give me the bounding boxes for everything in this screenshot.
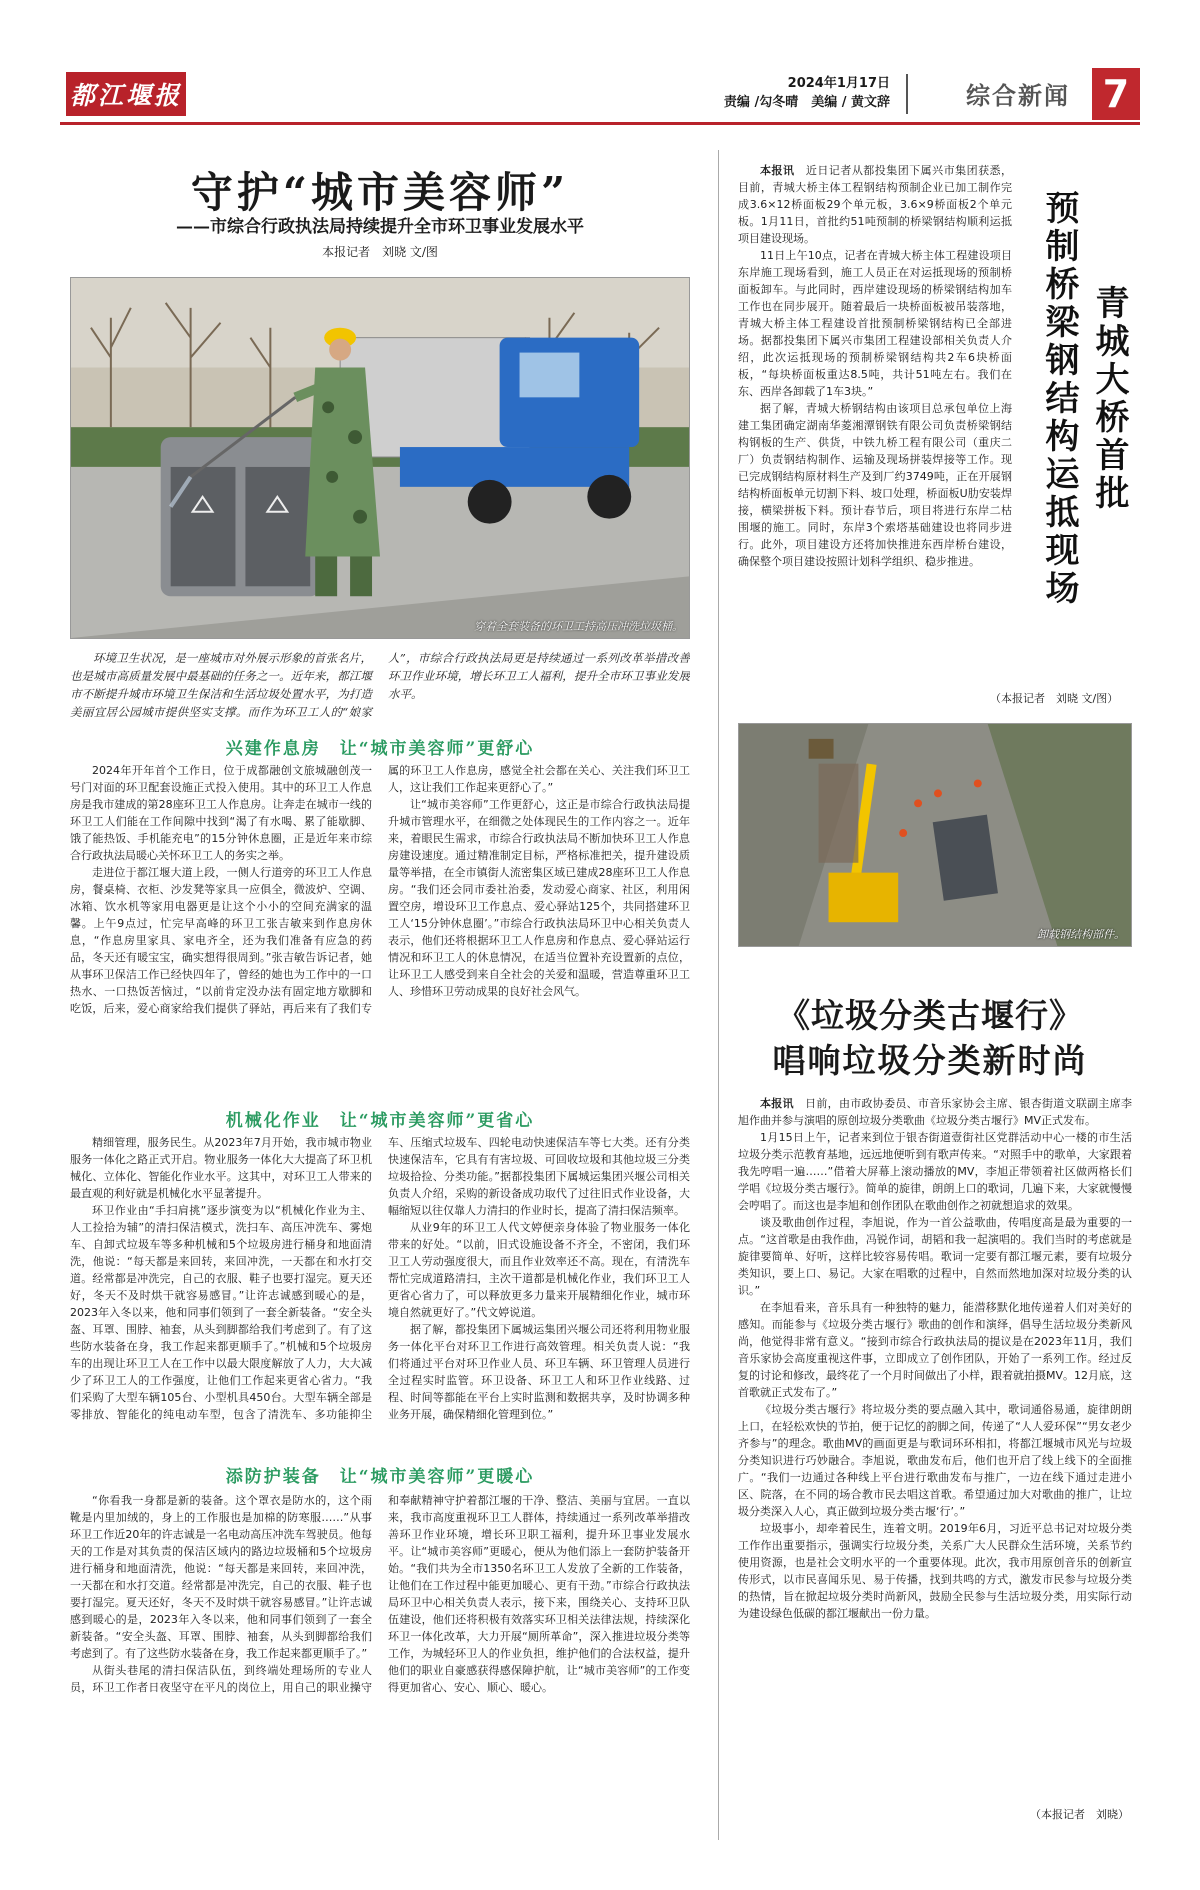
body-paragraph: 据了解，青城大桥钢结构由该项目总承包单位上海建工集团确定湖南华菱湘潭钢铁有限公司负责桥梁钢结构钢板的生产、供货，中铁九桥工程有限公司（重庆二厂）负责钢结构制作、运输及现场拼装焊接等工作。现已完成钢结构原材料生产及到厂约3749吨，正在开展钢结构桥面板单元切割下料、坡口处理，桥面板U肋安装焊接，横梁拼板下料。预计春节后，项目将进行东岸二枯围堰的施工。同时，东岸3个索塔基础建设也将同步进行。此外，项目建设方还将加快推进东西岸桥台建设，确保整个项目建设按照计划科学组织、稳步推进。 xyxy=(738,402,1012,568)
newspaper-logo: 都江堰报 xyxy=(66,72,186,116)
body-paragraph xyxy=(738,1095,1132,1129)
intro-paragraph: 环境卫生状况，是一座城市对外展示形象的首张名片，也是城市高质量发展中最基础的任务之一。近年来，都江堰市不断提升城市环境卫生保洁和生活垃圾处置水平，为打造美丽宜居公园城市提供坚实支撑。而作为环卫工人的“娘家人”，市综合行政执法局更是持续通过一系列改革举措改善环卫作业环境，增长环卫工人福利，提升全市环卫事业发展水平。 xyxy=(70,651,690,719)
section-name: 综合新闻 xyxy=(966,82,1070,110)
issue-date: 2024年1月17日 xyxy=(787,76,890,91)
bridge-article-credit: （本报记者 刘晓 文/图） xyxy=(990,692,1119,705)
body-paragraph: 精细管理，服务民生。从2023年7月开始，我市城市物业服务一体化之路正式开启。物业服务一体化大大提高了环卫机械化、立体化、智能化作业水平。这其中，对环卫工人带来的最直观的利好就是机械化水平显著提升。 xyxy=(70,1136,372,1200)
body-paragraph: 让“城市美容师”工作更舒心，这正是市综合行政执法局提升城市管理水平，在细微之处体现民生的工作内容之一。近年来，着眼民生需求，市综合行政执法局不断加快环卫工人作息房建设速度。通过精准制定目标，严格标准把关，提升建设质量等举措，在全市镇街人流密集区域已建成28座环卫工人作息房。“我们还会同市委社治委，发动爱心商家、社区，利用闲置空房，增设环卫工作息点、爱心驿站125个，共同搭建环卫工人‘15分钟休息圈’。”市综合行政执法局环卫中心相关负责人表示，他们还将根据环卫工人作息房和作息点、爱心驿站运行情况和环卫工人的休息情况，在适当位置补充设置新的点位，让环卫工人感受到来自全社会的关爱和温暖，营造尊重环卫工人、珍惜环卫劳动成果的良好社会风气。 xyxy=(388,798,690,998)
section-heading-protective-gear: 添防护装备 让“城市美容师”更暖心 xyxy=(225,1467,535,1487)
song-article-lead: 本报讯 xyxy=(760,1097,794,1110)
body-paragraph: 2024年开年首个工作日，位于成都融创文旅城融创茂一号门对面的环卫配套设施正式投入使用。其中的环卫工人作息房是我市建成的第28座环卫工人作息房。让奔走在城市一线的环卫工人们能在工作间隙中找到“渴了有水喝、累了能歇脚、饿了能热饭、手机能充电”的15分钟休息圈，正是近年来市综合行政执法局暖心关怀环卫工人的务实之举。 xyxy=(70,764,372,862)
body-paragraph: 从业9年的环卫工人代文婷便亲身体验了物业服务一体化带来的好处。“以前，旧式设施设备不齐全，不密闭，我们环卫工人劳动强度很大，而且作业效率还不高。现在，有清洗车帮忙完成道路清扫，主次干道都是机械化作业，我们环卫工人更省心省力了，可以释放更多力量来开展精细化作业，城市环境自然就更好了。”代文婷说道。 xyxy=(388,1221,690,1319)
song-article-title-line2: 唱响垃圾分类新时尚 xyxy=(772,1041,1088,1080)
masthead-rule xyxy=(60,122,1140,125)
song-paragraph-text: 日前，由市政协委员、市音乐家协会主席、银杏街道文联副主席李旭作曲并参与演唱的原创垃圾分类歌曲《垃圾分类古堰行》MV正式发布。 xyxy=(738,1097,1132,1127)
main-article-byline: 本报记者 刘晓 文/图 xyxy=(322,245,438,259)
bridge-article-title-line1: 青城大桥首批 xyxy=(1089,285,1129,513)
bridge-paragraph-text: 近日记者从都投集团下属兴市集团获悉，目前，青城大桥主体工程钢结构预制企业已加工制作完成3.6×12桥面板29个单元板，3.6×9桥面板2个单元板。1月11日，首批约51吨预制的桥梁钢结构顺利运抵项目建设现场。 xyxy=(738,164,1012,245)
issue-meta xyxy=(724,74,890,112)
masthead xyxy=(60,68,1140,120)
masthead-divider xyxy=(906,74,908,114)
song-article-body xyxy=(738,1095,1132,1801)
bridge-article-body xyxy=(738,162,1012,650)
section-body-mechanization xyxy=(70,1134,690,1454)
bridge-photo-caption: 卸载钢结构部件。 xyxy=(1037,928,1125,941)
body-paragraph: 11日上午10点，记者在青城大桥主体工程建设项目东岸施工现场看到，施工人员正在对运抵现场的预制桥面板卸车。与此同时，西岸建设现场的桥梁钢结构加车工作也在同步展开。随着最后一块桥面板被吊装落地，青城大桥主体工程建设首批预制桥梁钢结构已全部进场。据都投集团下属兴市集团工程建设部相关负责人介绍，此次运抵现场的预制桥梁钢结构共2车6块桥面板，“每块桥面板重达8.5吨，共计51吨左右。我们在东、西岸各卸载了1车3块。” xyxy=(738,249,1012,398)
body-paragraph: 1月15日上午，记者来到位于银杏街道壹街社区党群活动中心一楼的市生活垃圾分类示范教育基地，远远地便听到有歌声传来。“对照手中的歌单，大家跟着我先哼唱一遍……”借着大屏幕上滚动播放的MV，李旭正带领着社区做两格长们学唱《垃圾分类古堰行》。简单的旋律，朗朗上口的歌词，几遍下来，大家就慢慢会哼唱了。而这也是李旭和创作团队在歌曲创作之初就想追求的效果。 xyxy=(738,1131,1132,1212)
bridge-article-lead: 本报讯 xyxy=(760,164,795,177)
song-article-title-line1: 《垃圾分类古堰行》 xyxy=(777,996,1083,1035)
main-article-subtitle: ——市综合行政执法局持续提升全市环卫事业发展水平 xyxy=(176,217,584,237)
body-paragraph: “你看我一身都是新的装备。这个罩衣是防水的，这个雨靴是内里加绒的，身上的工作服也是加棉的防寒服……”从事环卫工作近20年的许志诚是一名电动高压冲洗车驾驶员。他每天的工作是对其负责的保洁区域内的路边垃圾桶和5个垃圾房进行桶身和地面清洗，他说：“每天都是来回转，来回冲洗，一天都在和水打交道。经常都是冲洗完，自己的衣服、鞋子也要打湿完。夏天还好，冬天不及时烘干就容易感冒。”让许志诚感到暖心的是，2023年入冬以来，他和同事们领到了一套全新装备。“安全头盔、耳罩、围脖、袖套，从头到脚都给我们考虑到了。有了这些防水装备在身，我工作起来都更顺手了。” xyxy=(70,1494,372,1660)
sanitation-photo-caption: 穿着全套装备的环卫工持高压冲洗垃圾桶。 xyxy=(474,620,683,633)
bridge-crane-photo xyxy=(738,723,1132,947)
body-paragraph: 《垃圾分类古堰行》将垃圾分类的要点融入其中，歌词通俗易通，旋律朗朗上口，在轻松欢快的节拍，便于记忆的韵脚之间，传递了“人人爱环保”“男女老少齐参与”的理念。歌曲MV的画面更是与歌词环环相扣，将都江堰城市风光与垃圾分类知识进行巧妙融合。李旭说，歌曲发布后，他们也开启了线上线下的全面推广。“我们一边通过各种线上平台进行歌曲发布与推广，一边在线下通过走进小区、院落，在不同的场合教市民去唱这首歌。希望通过加大对歌曲的推广，让垃圾分类深入人心，真正做到垃圾分类古堰‘行’。” xyxy=(738,1403,1132,1518)
bridge-article-title-line2: 预制桥梁钢结构运抵现场 xyxy=(1039,190,1079,608)
body-paragraph: 垃圾事小，却牵着民生，连着文明。2019年6月，习近平总书记对垃圾分类工作作出重要指示，强调实行垃圾分类，关系广大人民群众生活环境，关系节约使用资源，也是社会文明水平的一个重要体现。此次，我市用原创音乐的创新宣传形式，以市民喜闻乐见、易于传播，找到共鸣的方式，激发市民参与垃圾分类的热情，旨在掀起垃圾分类时尚新风，鼓励全民参与生活垃圾分类，用实际行动为建设绿色低碳的都江堰献出一份力量。 xyxy=(738,1522,1132,1620)
section-heading-rest-house: 兴建作息房 让“城市美容师”更舒心 xyxy=(225,739,535,759)
page-number: 7 xyxy=(1092,68,1140,120)
body-paragraph xyxy=(738,162,1012,247)
column-divider xyxy=(718,150,719,1840)
main-article-intro xyxy=(70,649,690,725)
section-body-rest-house xyxy=(70,762,690,1100)
song-article-credit: （本报记者 刘晓） xyxy=(1030,1808,1129,1821)
sanitation-worker-photo xyxy=(70,277,690,639)
section-heading-mechanization: 机械化作业 让“城市美容师”更省心 xyxy=(225,1111,535,1131)
editor-credits: 责编 /勾冬晴 美编 / 黄文辞 xyxy=(723,95,890,110)
section-body-protective-gear xyxy=(70,1492,690,1834)
body-paragraph: 据了解，都投集团下属城运集团兴堰公司还将利用物业服务一体化平台对环卫工作进行高效管理。相关负责人说：“我们将通过平台对环卫作业人员、环卫车辆、环卫管理人员进行全过程实时监管。环卫设备、环卫工人和环卫作业线路、过程、时间等都能在平台上实时监测和数据共享，及时协调多种业务开展，确保精细化管理到位。” xyxy=(388,1323,690,1421)
body-paragraph: 在李旭看来，音乐具有一种独特的魅力，能潜移默化地传递着人们对美好的感知。而能参与《垃圾分类古堰行》歌曲的创作和演绎，倡导生活垃圾分类新风尚，他觉得非常有意义。“接到市综合行政执法局的提议是在2023年11月，我们音乐家协会高度重视这件事，立即成立了创作团队，开始了一系列工作。经过反复的讨论和修改，最终花了一个月时间做出了小样，跟着就拍摄MV。12月底，这首歌就正式发布了。” xyxy=(738,1301,1132,1399)
body-paragraph: 环卫作业由“手扫肩挑”逐步演变为以“机械化作业为主、人工捡拾为辅”的清扫保洁模式，洗扫车、高压冲洗车、雾炮车、自卸式垃圾车等多种机械和5个垃圾房进行桶身和地面清洗，他说：“每天都是来回转，来回冲洗，一天都在和水打交道。经常都是冲洗完，自己的衣服、鞋子也要打湿完。夏天还好，冬天不及时烘干就容易感冒。”让许志诚感到暖心的是，2023年入冬以来，他和同事们领到了一套全新装备。“安全头盔、耳罩、围脖、袖套，从头到脚都给我们考虑到了。有了这些防水装备在身，我工作起来都更顺手了。”机械和5个垃圾房车的出现让环卫工人在工作中以最大限度解放了人力，大大减少了环卫工人的工作强度，让他们工作起来更省心省力。“我们采购了大型车辆105台、小型机具450台。大型车辆全部是零排放、智能化的纯电动车型，包含了清洗车、多功能抑尘车、压缩式垃圾车、四轮电动快速保洁车等七大类。还有分类快速保洁车，它具有有害垃圾、可回收垃圾和其他垃圾三分类垃圾拾捡、分类功能。”据都投集团下属城运集团兴堰公司相关负责人介绍，采购的新设备成功取代了过往旧式作业设备，大幅缩短以往仅靠人力清扫的作业时长，提高了清扫保洁频率。 xyxy=(70,1136,690,1421)
body-paragraph: 从街头巷尾的清扫保洁队伍，到终端处理场所的专业人员，环卫工作者日夜坚守在平凡的岗位上，用自己的职业操守和奉献精神守护着都江堰的干净、整洁、美丽与宜居。一直以来，我市高度重视环卫工人群体，持续通过一系列改革举措改善环卫作业环境，增长环卫职工福利，提升环卫事业发展水平。让“城市美容师”更暖心，便从为他们添上一套防护装备开始。“我们共为全市1350名环卫工人发放了全新的工作装备，让他们在工作过程中能更加暖心、更有干劲。”市综合行政执法局环卫中心相关负责人表示，接下来，围绕关心、支持环卫队伍建设，他们还将积极有效落实环卫相关法律法规，持续深化环卫一体化改革，大力开展“厕所革命”，深入推进垃圾分类等工作，为城轻环卫人的作业负担，维护他们的合法权益，提升他们的职业自豪感获得感保障护航，让“城市美容师”的工作变得更加省心、安心、顺心、暖心。 xyxy=(70,1494,690,1694)
main-article-title: 守护“城市美容师” xyxy=(190,168,570,217)
body-paragraph: 谈及歌曲创作过程，李旭说，作为一首公益歌曲，传唱度高是最为重要的一点。“这首歌是由我作曲，冯锐作词，胡韬和我一起演唱的。我们当时的考虑就是旋律要简单、好听，这样比较容易传唱。歌词一定要有都江堰元素，要有垃圾分类知识，要上口、易记。大家在唱歌的过程中，自然而然地加深对垃圾分类的认识。” xyxy=(738,1216,1132,1297)
body-paragraph: 走进位于都江堰大道上段，一侧人行道旁的环卫工人作息房，餐桌椅、衣柜、沙发凳等家具一应俱全，微波炉、空调、冰箱、饮水机等家用电器更是让这个小小的空间充满家的温馨。上午9点过，忙完早高峰的环卫工张吉敏来到作息房休息，“作息房里家具、家电齐全，还为我们准备有应急的药品，冬天还有暖宝宝，确实想得很周到。”张吉敏告诉记者，她从事环卫保洁工作已经快四年了，曾经的她也为工作中的一口热水、一口热饭苦恼过，“以前肯定没办法有固定地方歇脚和吃饭，后来，爱心商家给我们提供了驿站，再后来有了我们专属的环卫工人作息房，感觉全社会都在关心、关注我们环卫工人，这让我们工作起来更舒心了。” xyxy=(70,764,690,1015)
